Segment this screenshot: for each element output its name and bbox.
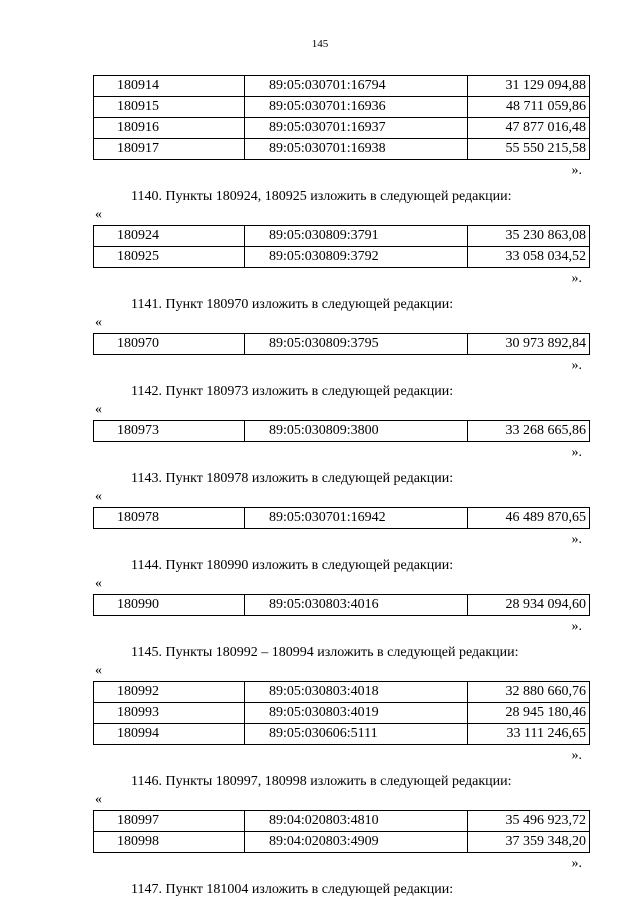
row-number-cell: 180914 bbox=[94, 76, 245, 97]
registry-table bbox=[93, 75, 590, 160]
cadastral-value-cell: 28 934 094,60 bbox=[468, 595, 590, 616]
table-row bbox=[94, 97, 590, 118]
row-number-cell: 180994 bbox=[94, 724, 245, 745]
row-number-cell: 180973 bbox=[94, 421, 245, 442]
cadastral-value-cell: 55 550 215,58 bbox=[468, 139, 590, 160]
table-row bbox=[94, 682, 590, 703]
row-number-cell: 180978 bbox=[94, 508, 245, 529]
amendment-paragraph: 1142. Пункт 180973 изложить в следующей редакции: bbox=[131, 384, 454, 399]
cadastral-number-cell: 89:04:020803:4810 bbox=[245, 811, 468, 832]
opening-quote: « bbox=[95, 402, 102, 417]
row-number-cell: 180916 bbox=[94, 118, 245, 139]
cadastral-value-cell: 32 880 660,76 bbox=[468, 682, 590, 703]
opening-quote: « bbox=[95, 663, 102, 678]
amendment-paragraph: 1141. Пункт 180970 изложить в следующей редакции: bbox=[131, 297, 454, 312]
table-row bbox=[94, 724, 590, 745]
page-number: 145 bbox=[311, 38, 329, 50]
opening-quote: « bbox=[95, 576, 102, 591]
amendment-paragraph: 1143. Пункт 180978 изложить в следующей редакции: bbox=[131, 471, 454, 486]
cadastral-value-cell: 37 359 348,20 bbox=[468, 832, 590, 853]
cadastral-number-cell: 89:05:030809:3800 bbox=[245, 421, 468, 442]
amendment-paragraph: 1146. Пункты 180997, 180998 изложить в следующей редакции: bbox=[131, 774, 512, 789]
cadastral-number-cell: 89:05:030701:16942 bbox=[245, 508, 468, 529]
table-row bbox=[94, 508, 590, 529]
cadastral-number-cell: 89:05:030606:5111 bbox=[245, 724, 468, 745]
document-body bbox=[93, 75, 590, 899]
opening-quote: « bbox=[95, 315, 102, 330]
table-row bbox=[94, 595, 590, 616]
amendment-paragraph: 1144. Пункт 180990 изложить в следующей редакции: bbox=[131, 558, 454, 573]
table-row bbox=[94, 832, 590, 853]
cadastral-value-cell: 33 268 665,86 bbox=[468, 421, 590, 442]
registry-table bbox=[93, 681, 590, 745]
cadastral-value-cell: 48 711 059,86 bbox=[468, 97, 590, 118]
row-number-cell: 180993 bbox=[94, 703, 245, 724]
table-row bbox=[94, 703, 590, 724]
closing-quote: ». bbox=[571, 358, 582, 373]
row-number-cell: 180925 bbox=[94, 247, 245, 268]
closing-quote: ». bbox=[571, 532, 582, 547]
row-number-cell: 180924 bbox=[94, 226, 245, 247]
cadastral-value-cell: 46 489 870,65 bbox=[468, 508, 590, 529]
cadastral-number-cell: 89:05:030809:3792 bbox=[245, 247, 468, 268]
cadastral-value-cell: 35 230 863,08 bbox=[468, 226, 590, 247]
row-number-cell: 180917 bbox=[94, 139, 245, 160]
table-row bbox=[94, 811, 590, 832]
cadastral-number-cell: 89:05:030803:4018 bbox=[245, 682, 468, 703]
closing-quote: ». bbox=[571, 748, 582, 763]
registry-table bbox=[93, 333, 590, 355]
row-number-cell: 180998 bbox=[94, 832, 245, 853]
opening-quote: « bbox=[95, 792, 102, 807]
row-number-cell: 180997 bbox=[94, 811, 245, 832]
closing-quote: ». bbox=[571, 271, 582, 286]
registry-table bbox=[93, 225, 590, 268]
table-row bbox=[94, 226, 590, 247]
closing-quote: ». bbox=[571, 445, 582, 460]
cadastral-value-cell: 33 058 034,52 bbox=[468, 247, 590, 268]
cadastral-number-cell: 89:05:030803:4016 bbox=[245, 595, 468, 616]
cadastral-number-cell: 89:05:030809:3791 bbox=[245, 226, 468, 247]
table-row bbox=[94, 139, 590, 160]
amendment-paragraph: 1145. Пункты 180992 – 180994 изложить в следующей редакции: bbox=[131, 645, 519, 660]
cadastral-number-cell: 89:05:030701:16936 bbox=[245, 97, 468, 118]
table-row bbox=[94, 247, 590, 268]
table-row bbox=[94, 421, 590, 442]
registry-table bbox=[93, 810, 590, 853]
closing-quote: ». bbox=[571, 856, 582, 871]
registry-table bbox=[93, 420, 590, 442]
cadastral-value-cell: 33 111 246,65 bbox=[468, 724, 590, 745]
closing-quote: ». bbox=[571, 163, 582, 178]
cadastral-value-cell: 30 973 892,84 bbox=[468, 334, 590, 355]
row-number-cell: 180915 bbox=[94, 97, 245, 118]
cadastral-number-cell: 89:05:030701:16938 bbox=[245, 139, 468, 160]
cadastral-number-cell: 89:05:030809:3795 bbox=[245, 334, 468, 355]
row-number-cell: 180992 bbox=[94, 682, 245, 703]
row-number-cell: 180970 bbox=[94, 334, 245, 355]
cadastral-number-cell: 89:05:030701:16937 bbox=[245, 118, 468, 139]
cadastral-value-cell: 28 945 180,46 bbox=[468, 703, 590, 724]
registry-table bbox=[93, 507, 590, 529]
closing-quote: ». bbox=[571, 619, 582, 634]
amendment-paragraph: 1147. Пункт 181004 изложить в следующей редакции: bbox=[131, 882, 454, 897]
amendment-paragraph: 1140. Пункты 180924, 180925 изложить в следующей редакции: bbox=[131, 189, 512, 204]
cadastral-value-cell: 47 877 016,48 bbox=[468, 118, 590, 139]
cadastral-number-cell: 89:05:030803:4019 bbox=[245, 703, 468, 724]
cadastral-value-cell: 31 129 094,88 bbox=[468, 76, 590, 97]
opening-quote: « bbox=[95, 489, 102, 504]
table-row bbox=[94, 118, 590, 139]
table-row bbox=[94, 334, 590, 355]
registry-table bbox=[93, 594, 590, 616]
opening-quote: « bbox=[95, 207, 102, 222]
cadastral-number-cell: 89:05:030701:16794 bbox=[245, 76, 468, 97]
table-row bbox=[94, 76, 590, 97]
cadastral-value-cell: 35 496 923,72 bbox=[468, 811, 590, 832]
row-number-cell: 180990 bbox=[94, 595, 245, 616]
cadastral-number-cell: 89:04:020803:4909 bbox=[245, 832, 468, 853]
